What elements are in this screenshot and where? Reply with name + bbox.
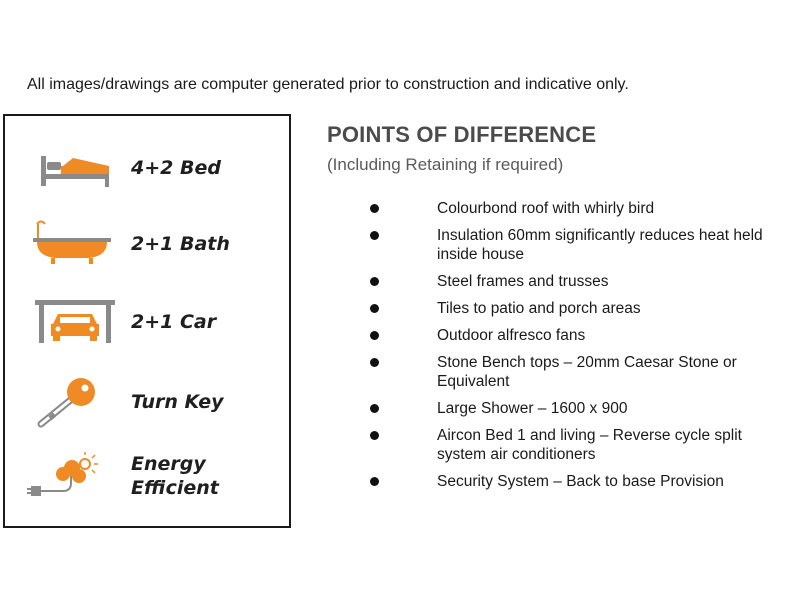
feature-turn-key xyxy=(5,370,289,430)
list-item-text: Security System – Back to base Provision xyxy=(437,473,724,490)
list-item-text: Tiles to patio and porch areas xyxy=(437,300,641,317)
list-item-text: Stone Bench tops – 20mm Caesar Stone or Equivalent xyxy=(437,354,737,390)
bullet-icon xyxy=(370,477,379,486)
list-item-text: Outdoor alfresco fans xyxy=(437,327,586,344)
bullet-icon xyxy=(370,331,379,340)
bullet-icon xyxy=(370,277,379,286)
list-item-text: Steel frames and trusses xyxy=(437,273,609,290)
feature-car xyxy=(5,290,289,350)
carport-icon xyxy=(27,290,117,350)
list-item xyxy=(365,426,795,464)
points-heading: POINTS OF DIFFERENCE xyxy=(327,122,597,147)
list-item xyxy=(365,199,795,218)
list-item-text: Colourbond roof with whirly bird xyxy=(437,200,655,217)
bathtub-icon xyxy=(27,212,117,272)
feature-label: 2+1 Car xyxy=(131,311,217,333)
bullet-icon xyxy=(370,204,379,213)
list-item xyxy=(365,472,795,491)
feature-label: 2+1 Bath xyxy=(131,233,230,255)
bed-icon xyxy=(27,138,117,198)
list-item xyxy=(365,226,795,264)
bullet-icon xyxy=(370,404,379,413)
bullet-icon xyxy=(370,431,379,440)
list-item xyxy=(365,326,795,345)
feature-bath xyxy=(5,212,289,272)
bullet-icon xyxy=(370,231,379,240)
list-item-text: Insulation 60mm significantly reduces heat held inside house xyxy=(437,227,763,263)
bullet-icon xyxy=(370,358,379,367)
feature-label: 4+2 Bed xyxy=(131,157,221,179)
list-item-text: Large Shower – 1600 x 900 xyxy=(437,400,628,417)
feature-label-line: Efficient xyxy=(131,477,219,499)
disclaimer-text: All images/drawings are computer generated prior to construction and indicative only. xyxy=(27,76,629,93)
points-subheading: (Including Retaining if required) xyxy=(327,155,564,174)
feature-bed xyxy=(5,138,289,198)
features-panel xyxy=(3,114,291,528)
list-item xyxy=(365,272,795,291)
points-list xyxy=(365,199,795,499)
bullet-icon xyxy=(370,304,379,313)
feature-label-line: Energy xyxy=(131,453,206,475)
energy-plug-icon xyxy=(27,452,117,512)
list-item xyxy=(365,353,795,391)
list-item xyxy=(365,299,795,318)
feature-label xyxy=(131,452,219,500)
list-item xyxy=(365,399,795,418)
feature-label: Turn Key xyxy=(131,391,224,413)
key-icon xyxy=(27,370,117,430)
list-item-text: Aircon Bed 1 and living – Reverse cycle split system air conditioners xyxy=(437,427,742,463)
feature-energy xyxy=(5,452,289,512)
